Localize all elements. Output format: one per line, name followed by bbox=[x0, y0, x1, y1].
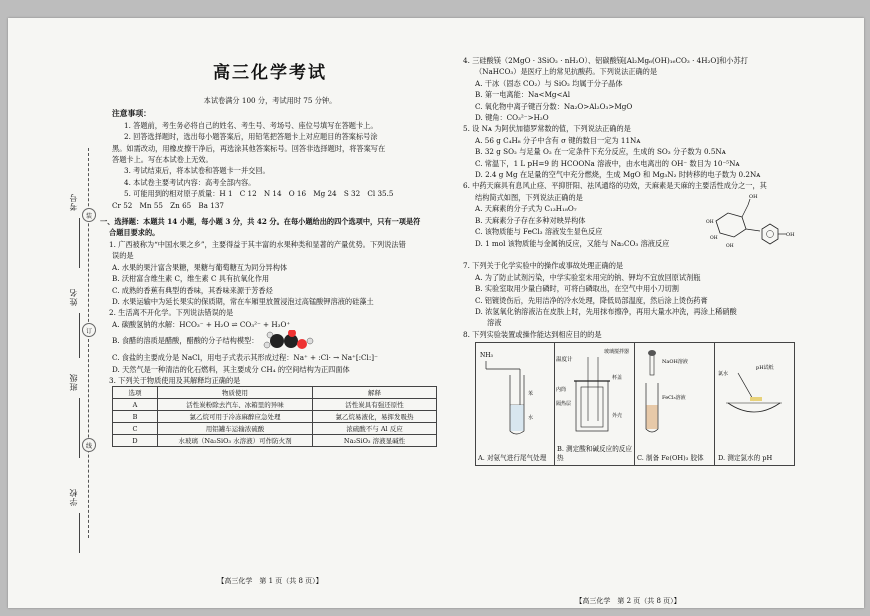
note-1: 1. 答题前，考生务必将自己的姓名、考生号、考场号、座位号填写在答题卡上。 bbox=[124, 120, 378, 130]
page-one-footer: 【高三化学 第 1 页（共 8 页）】 bbox=[217, 576, 323, 585]
oh-label: OH bbox=[786, 232, 795, 239]
caption-a: A. 对氨气进行尾气处理 bbox=[478, 454, 547, 463]
q7-stem: 7. 下列关于化学实验中的操作或事故处理正确的是 bbox=[463, 261, 624, 271]
apparatus-d bbox=[714, 343, 794, 465]
table-header-row bbox=[113, 387, 437, 399]
table-cell: B bbox=[113, 411, 158, 423]
apparatus-b bbox=[554, 343, 635, 465]
binding-mark-zhuang: 装 bbox=[82, 208, 96, 222]
q6-stem: 6. 中药天麻具有息风止痉、平抑肝阳、祛风通络的功效，天麻素是天麻的主要活性成分之一，其 bbox=[463, 181, 767, 191]
note-3: 3. 考试结束后，将本试卷和答题卡一并交回。 bbox=[124, 166, 270, 176]
notice-title: 注意事项： bbox=[112, 109, 151, 119]
table-header: 解释 bbox=[313, 387, 437, 399]
acetic-acid-model-icon bbox=[261, 330, 315, 352]
calorimeter-icon bbox=[554, 343, 634, 438]
oh-label: OH bbox=[710, 236, 718, 242]
water-label: 水 bbox=[528, 415, 534, 422]
q4-stem: 4. 三硅酸镁（2MgO · 3SiO₂ · nH₂O）、铝碳酸镁[Al₂Mg₆(OH)₁₆CO₃ · 4H₂O]和小苏打 bbox=[463, 56, 748, 65]
q7-option-d: D. 浓氢氧化钠溶液沾在皮肤上时，先用抹布擦净，再用大量水冲洗，再涂上稀硝酸 bbox=[475, 306, 737, 316]
q6-option-b: B. 天麻素分子存在多种对映异构体 bbox=[475, 215, 586, 225]
q1-option-a: A. 水果的果汁富含果糖，果糖与葡萄糖互为同分异构体 bbox=[112, 262, 288, 272]
lid-label: 杯盖 bbox=[612, 375, 623, 382]
section1-heading: 一、选择题：本题共 14 小题，每小题 3 分，共 42 分。在每小题给出的四个选项中，只有一项是符 bbox=[100, 217, 421, 227]
gastrodin-structure-icon bbox=[706, 191, 798, 255]
table-cell: A bbox=[113, 399, 158, 411]
table-header: 物质使用 bbox=[158, 387, 313, 399]
naoh-label: NaOH溶液 bbox=[662, 359, 688, 366]
side-label-school: 学校 bbox=[69, 488, 78, 506]
ammonia-absorption-icon bbox=[476, 343, 554, 438]
section1-heading-cont: 合题目要求的。 bbox=[109, 228, 160, 238]
q1-stem-cont: 误的是 bbox=[112, 251, 134, 261]
outer-label: 外壳 bbox=[612, 413, 623, 420]
q7-option-a: A. 为了防止试剂污染，中学实验室未用完的钠、钾均不宜放回原试剂瓶 bbox=[475, 272, 701, 282]
colloid-prep-icon bbox=[634, 343, 714, 438]
q7-option-b: B. 实验室取用少量白磷时，可将白磷取出，在空气中用小刀切割 bbox=[475, 284, 679, 294]
q1-stem: 1. 广西被称为“中国水果之乡”，主要得益于其丰富的水果种类和显著的产量优势。下列说法错 bbox=[109, 239, 406, 249]
q6-option-c: C. 该物质能与 FeCl₃ 溶液发生显色反应 bbox=[475, 227, 603, 237]
q8-apparatus-figure bbox=[475, 342, 795, 466]
note-2: 2. 回答选择题时，选出每小题答案后，用铅笔把答题卡上对应题目的答案标号涂 bbox=[124, 132, 378, 142]
side-label-class: 班级 bbox=[69, 373, 78, 391]
q2-option-b-text: B. 食醋的溶质是醋酸，醋酸的分子结构模型： bbox=[112, 336, 259, 346]
q6-option-d: D. 1 mol 该物质能与金属钠反应，又能与 Na₂CO₃ 溶液反应 bbox=[475, 238, 670, 248]
q2-option-d: D. 天然气是一种清洁的化石燃料，其主要成分 CH₄ 的空间结构为正四面体 bbox=[112, 364, 350, 374]
q2-stem: 2. 生活离不开化学。下列说法错误的是 bbox=[109, 308, 234, 318]
table-cell: 活性炭具有强还原性 bbox=[313, 399, 437, 411]
side-blank-exam-number bbox=[79, 218, 80, 268]
q6-stem-cont: 结构简式如图，下列说法正确的是 bbox=[475, 192, 583, 202]
table-row bbox=[113, 399, 437, 411]
oh-label: OH bbox=[706, 220, 714, 226]
q2-option-b bbox=[100, 330, 440, 352]
q4-stem-cont: （NaHCO₃）是医疗上的常见抗酸药。下列说法正确的是 bbox=[475, 67, 658, 77]
page-one bbox=[100, 18, 440, 583]
note-5-cont: Cr 52 Mn 55 Zn 65 Ba 137 bbox=[112, 200, 224, 210]
caption-b: B. 测定酸和碱反应的反应热 bbox=[557, 445, 632, 463]
apparatus-c bbox=[634, 343, 715, 465]
side-blank-class bbox=[79, 398, 80, 458]
q1-option-c: C. 成熟的香蕉有典型的香味，其香味来源于芳香烃 bbox=[112, 285, 273, 295]
ph-test-icon bbox=[714, 343, 794, 438]
q4-option-b: B. 第一电离能：Na<Mg<Al bbox=[475, 90, 571, 100]
q5-option-a: A. 56 g C₄H₈ 分子中含有 σ 键的数目一定为 11Nᴀ bbox=[475, 135, 641, 145]
insulation-label: 隔热层 bbox=[556, 401, 572, 408]
table-row bbox=[113, 411, 437, 423]
apparatus-a bbox=[476, 343, 555, 465]
exam-intro: 本试卷满分 100 分，考试用时 75 分钟。 bbox=[203, 96, 337, 105]
q5-option-c: C. 常温下，1 L pH=9 的 HCOONa 溶液中，由水电离出的 OH⁻ 数目为 10⁻⁵Nᴀ bbox=[475, 158, 740, 168]
table-header: 选项 bbox=[113, 387, 158, 399]
q5-stem: 5. 设 Nᴀ 为阿伏加德罗常数的值，下列说法正确的是 bbox=[463, 124, 631, 134]
q3-stem: 3. 下列关于物质使用及其解释均正确的是 bbox=[109, 375, 241, 385]
inner-label: 内筒 bbox=[556, 387, 567, 394]
note-4: 4. 本试卷主要考试内容：高考全部内容。 bbox=[124, 177, 256, 187]
table-cell: 水玻璃（Na₂SiO₃ 水溶液）可作防火剂 bbox=[158, 435, 313, 447]
chlorine-water-label: 氯水 bbox=[718, 371, 729, 378]
q5-option-d: D. 2.4 g Mg 在足量的空气中充分燃烧，生成 MgO 和 Mg₃N₂ 时转移的电子数为 0.2Nᴀ bbox=[475, 170, 761, 180]
table-row bbox=[113, 435, 437, 447]
side-label-name: 姓名 bbox=[69, 288, 78, 306]
note-2-cont: 黑。如需改动，用橡皮擦干净后，再选涂其他答案标号。回答非选择题时，将答案写在 bbox=[112, 143, 386, 153]
binding-mark-xian: 线 bbox=[82, 438, 96, 452]
binding-mark-ding: 订 bbox=[82, 323, 96, 337]
side-blank-school bbox=[79, 513, 80, 553]
fecl3-label: FeCl₃溶液 bbox=[662, 395, 686, 402]
q7-option-c: C. 铝镀烫伤后，先用洁净的冷水处理，降低局部温度，然后涂上烫伤药膏 bbox=[475, 295, 708, 305]
caption-c: C. 制备 Fe(OH)₃ 胶体 bbox=[637, 454, 704, 463]
binding-dashed-line bbox=[88, 148, 89, 538]
table-cell: D bbox=[113, 435, 158, 447]
table-cell: 用铝罐车运输浓硫酸 bbox=[158, 423, 313, 435]
thermometer-label: 温度计 bbox=[556, 357, 573, 364]
page-two bbox=[463, 55, 795, 605]
table-cell: 氯乙烷可用于冷冻麻醉应急处理 bbox=[158, 411, 313, 423]
q1-option-d: D. 水果运输中为延长果实的保质期，常在车厢里放置浸泡过高锰酸钾溶液的硅藻土 bbox=[112, 296, 374, 306]
caption-d: D. 测定氯水的 pH bbox=[718, 454, 773, 463]
table-cell: C bbox=[113, 423, 158, 435]
side-label-exam-number: 考号 bbox=[69, 193, 78, 211]
stirrer-label: 玻璃搅拌器 bbox=[604, 349, 630, 356]
table-cell: Na₂SiO₃ 溶液显碱性 bbox=[313, 435, 437, 447]
q8-stem: 8. 下列实验装置或操作能达到相应目的的是 bbox=[463, 329, 602, 339]
ph-paper-label: pH试纸 bbox=[756, 365, 774, 372]
exam-title: 高三化学考试 bbox=[213, 63, 327, 83]
q1-option-b: B. 沃柑富含维生素 C，维生素 C 具有抗氧化作用 bbox=[112, 274, 270, 284]
q7-option-d-cont: 溶液 bbox=[487, 318, 502, 328]
nh3-label: NH₃ bbox=[480, 352, 493, 360]
table-cell: 氯乙烷易液化，易挥发吸热 bbox=[313, 411, 437, 423]
q4-option-a: A. 干冰（固态 CO₂）与 SiO₂ 均属于分子晶体 bbox=[475, 78, 623, 88]
q6-option-a: A. 天麻素的分子式为 C₁₃H₁₈O₇ bbox=[475, 204, 577, 214]
note-2-end: 答题卡上。写在本试卷上无效。 bbox=[112, 155, 213, 165]
q3-table bbox=[112, 386, 437, 447]
q5-option-b: B. 32 g SO₂ 与足量 O₂ 在一定条件下充分反应，生成的 SO₃ 分子数为 0.5Nᴀ bbox=[475, 147, 726, 157]
table-cell: 活性炭粉除去汽车、冰箱里的异味 bbox=[158, 399, 313, 411]
benzene-label: 苯 bbox=[528, 391, 534, 398]
q4-option-d: D. 键角：CO₃²⁻>H₂O bbox=[475, 113, 549, 123]
note-5: 5. 可能用到的相对原子质量：H 1 C 12 N 14 O 16 Mg 24 S 32 Cl 35.5 bbox=[124, 189, 394, 199]
table-row bbox=[113, 423, 437, 435]
binding-margin bbox=[8, 18, 94, 608]
side-blank-name bbox=[79, 313, 80, 358]
table-cell: 浓硫酸不与 Al 反应 bbox=[313, 423, 437, 435]
q2-option-c: C. 食盐的主要成分是 NaCl，用电子式表示其形成过程：Na⁺ + :Cl· → Na⁺[:Cl:]⁻ bbox=[112, 353, 378, 363]
q2-option-a: A. 碳酸氢钠的水解：HCO₃⁻ + H₂O ⇌ CO₃²⁻ + H₃O⁺ bbox=[112, 319, 291, 329]
oh-label: OH bbox=[749, 194, 758, 201]
page-two-footer: 【高三化学 第 2 页（共 8 页）】 bbox=[575, 596, 681, 605]
q4-option-c: C. 氧化物中离子键百分数：Na₂O>Al₂O₃>MgO bbox=[475, 101, 633, 111]
oh-label: OH bbox=[726, 244, 734, 250]
